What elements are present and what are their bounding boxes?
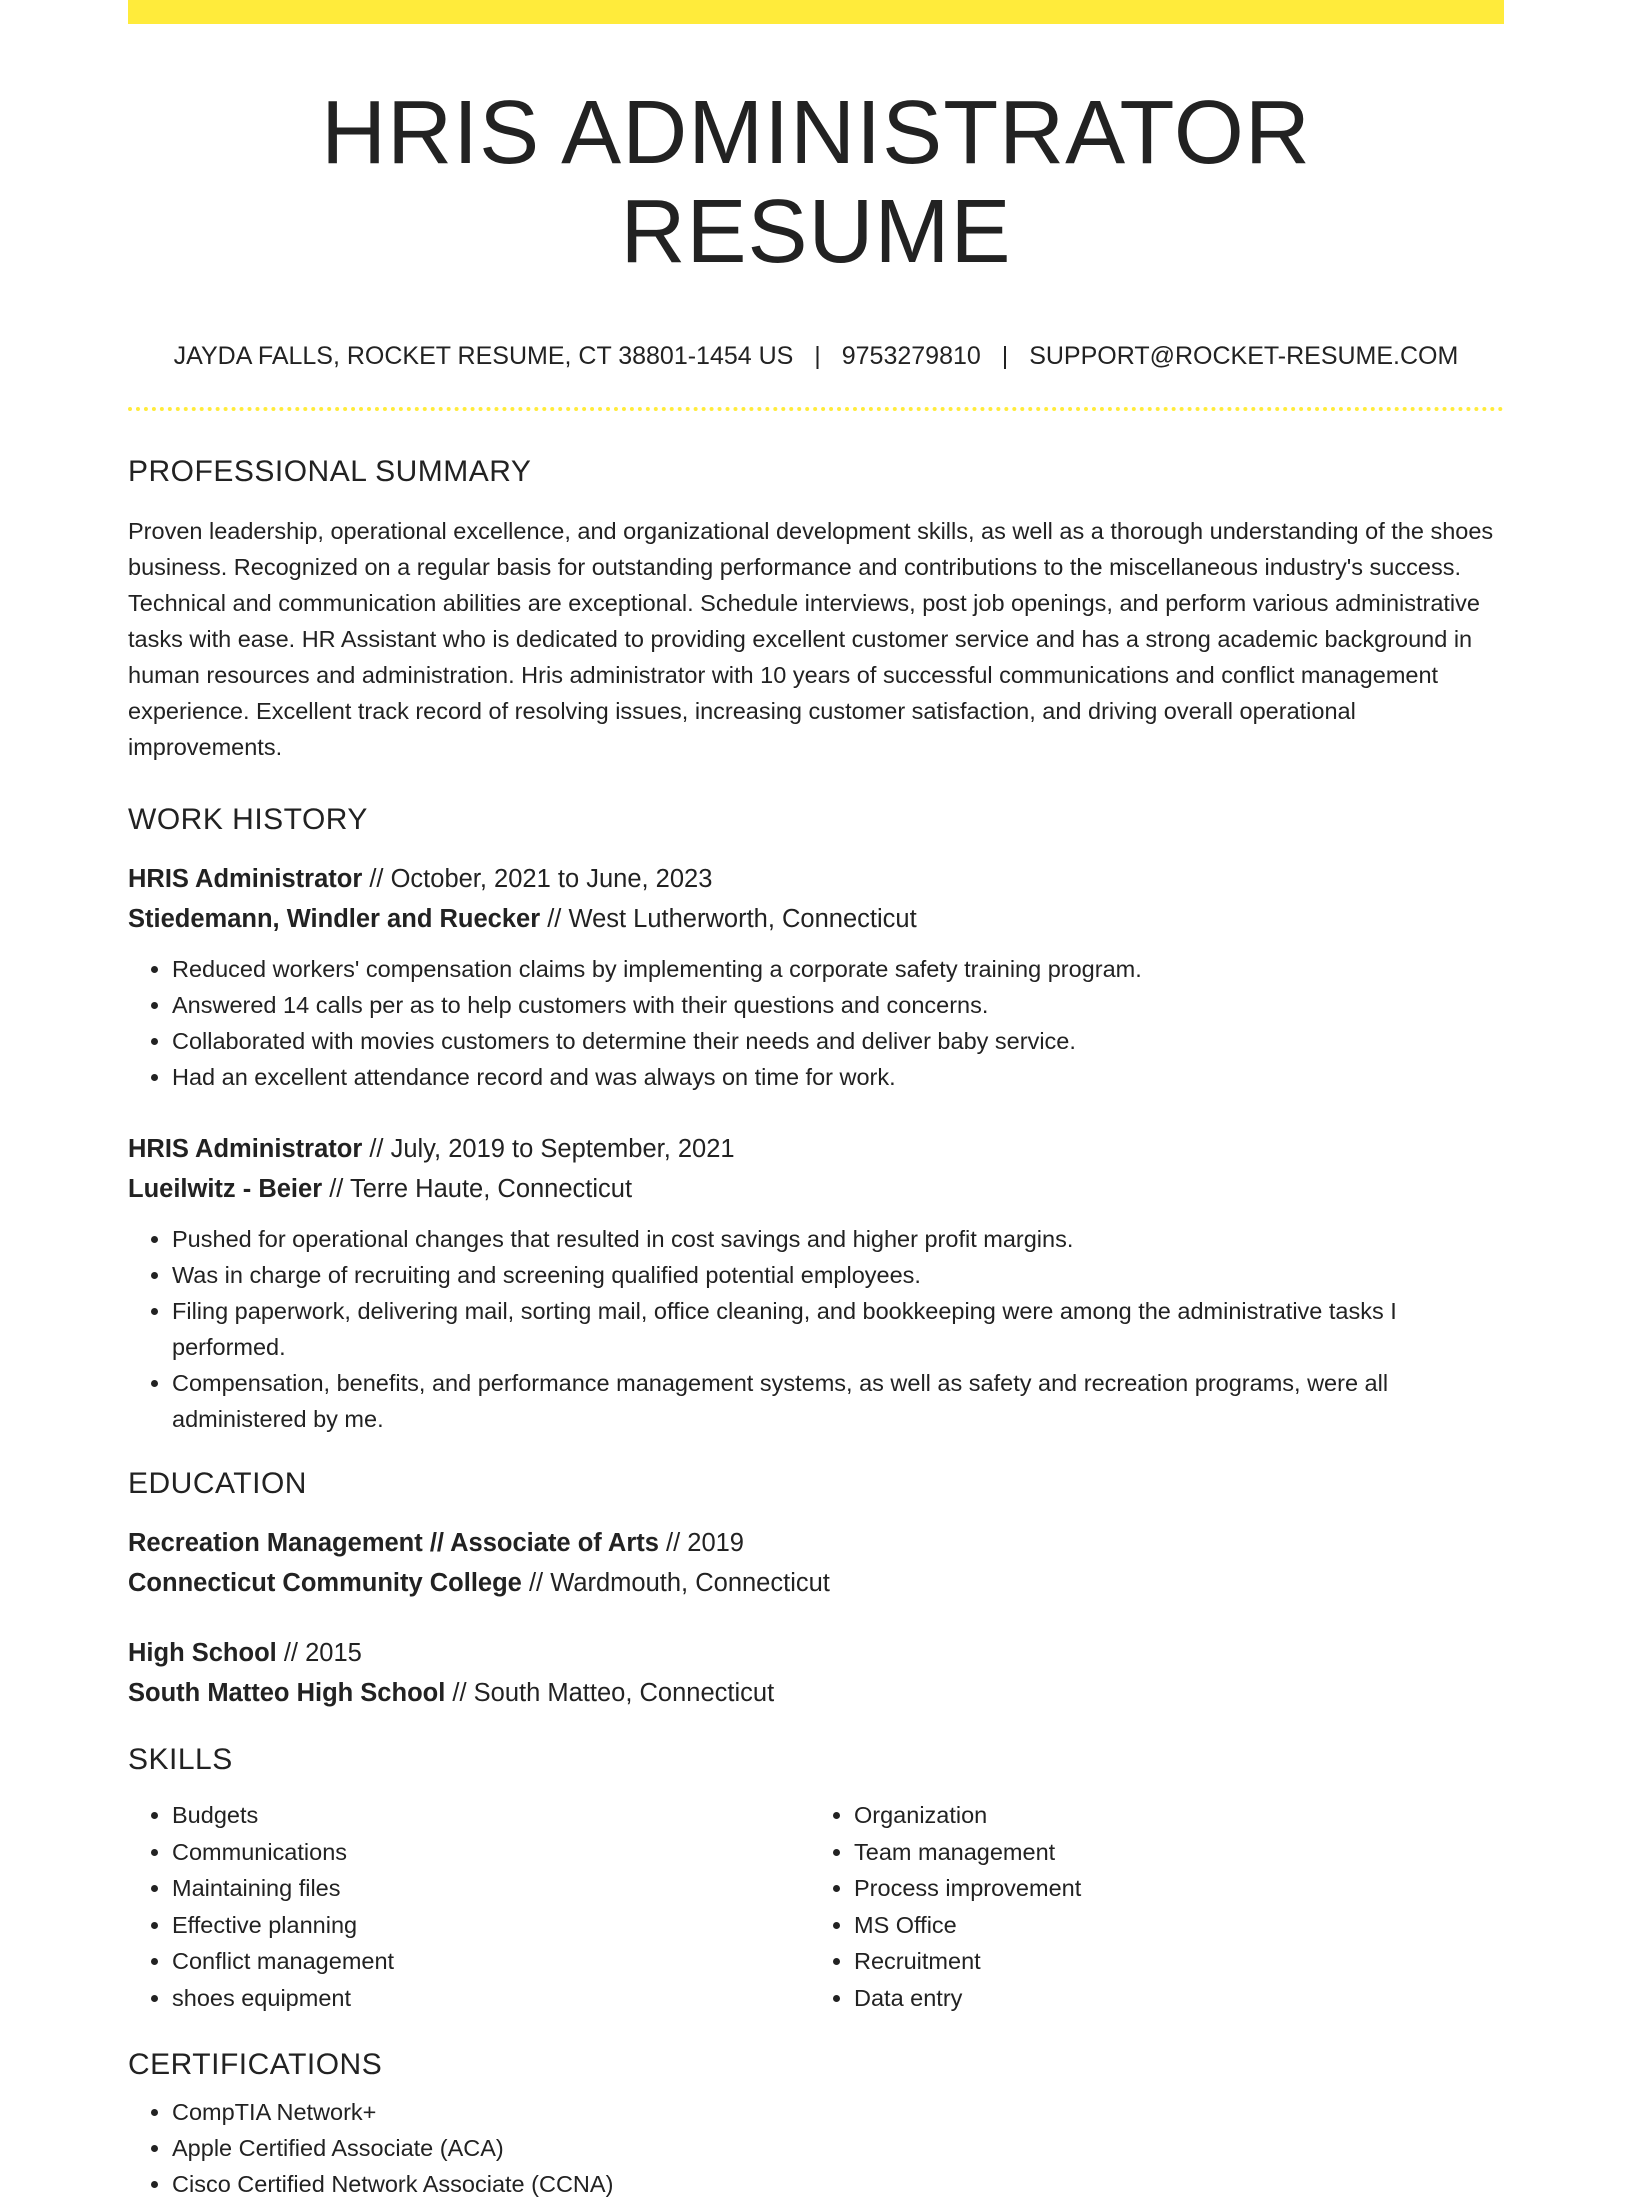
education-degree: High School	[128, 1639, 277, 1667]
list-item: • Data entry	[854, 1980, 1488, 2017]
skills-list-right	[806, 1797, 1488, 2016]
education-school-line	[128, 1563, 1504, 1603]
section-heading-education: EDUCATION	[128, 1467, 307, 1500]
education-degree-line	[128, 1523, 1504, 1563]
contact-address: JAYDA FALLS, ROCKET RESUME, CT 38801-1454 US	[173, 342, 794, 370]
job-bullets	[128, 1221, 1504, 1437]
contact-phone: 9753279810	[841, 342, 981, 370]
summary-text: Proven leadership, operational excellence, and organizational development skills, as well as a thorough understanding of the shoes business. Recognized on a regular basis for outstanding performance and contributions to the miscellaneous industry's success. Technical and communication abilities are exceptional. Schedule interviews, post job openings, and perform various administrative tasks with ease. HR Assistant who is dedicated to providing excellent customer service and has a strong academic background in human resources and administration. Hris administrator with 10 years of successful communications and conflict management experience. Excellent track record of resolving issues, increasing customer satisfaction, and driving overall operational improvements.	[128, 518, 1494, 760]
list-item: • Team management	[854, 1834, 1488, 1871]
list-item: • Apple Certified Associate (ACA)	[172, 2130, 1504, 2166]
list-item: • shoes equipment	[172, 1980, 806, 2017]
job-location: // West Lutherworth, Connecticut	[540, 905, 917, 933]
education-location: // Wardmouth, Connecticut	[521, 1569, 830, 1597]
job-location: // Terre Haute, Connecticut	[322, 1175, 633, 1203]
top-accent-bar	[128, 0, 1504, 24]
job-entry	[128, 859, 1504, 1095]
job-bullets	[128, 951, 1504, 1095]
certifications-list	[128, 2094, 1504, 2202]
dotted-divider	[128, 407, 1504, 411]
job-company-line	[128, 899, 1504, 939]
education-year: // 2015	[276, 1639, 362, 1667]
contact-separator: |	[814, 342, 821, 370]
contact-line	[128, 342, 1504, 371]
education-school-line	[128, 1673, 1504, 1713]
job-title: HRIS Administrator	[128, 1135, 363, 1163]
list-item: • Communications	[172, 1834, 806, 1871]
list-item: • Compensation, benefits, and performance management systems, as well as safety and recreation programs, were all administered by me.	[172, 1365, 1504, 1437]
list-item: • Answered 14 calls per as to help customers with their questions and concerns.	[172, 987, 1504, 1023]
job-title-line	[128, 859, 1504, 899]
list-item: • Budgets	[172, 1797, 806, 1834]
contact-email: SUPPORT@ROCKET-RESUME.COM	[1029, 342, 1459, 370]
education-location: // South Matteo, Connecticut	[445, 1679, 775, 1707]
list-item: • Process improvement	[854, 1870, 1488, 1907]
job-company: Stiedemann, Windler and Ruecker	[128, 905, 541, 933]
resume-title: HRIS ADMINISTRATOR RESUME	[321, 83, 1311, 282]
list-item: • Reduced workers' compensation claims by implementing a corporate safety training program.	[172, 951, 1504, 987]
list-item: • Maintaining files	[172, 1870, 806, 1907]
list-item: • Effective planning	[172, 1907, 806, 1944]
list-item: • Conflict management	[172, 1943, 806, 1980]
education-degree: Recreation Management // Associate of Arts	[128, 1529, 659, 1557]
education-entry	[128, 1633, 1504, 1713]
education-entry	[128, 1523, 1504, 1603]
list-item: • Pushed for operational changes that resulted in cost savings and higher profit margins.	[172, 1221, 1504, 1257]
job-dates: // October, 2021 to June, 2023	[362, 865, 713, 893]
job-title-line	[128, 1129, 1504, 1169]
skills-columns	[128, 1797, 1504, 2016]
job-entry	[128, 1129, 1504, 1437]
job-dates: // July, 2019 to September, 2021	[362, 1135, 735, 1163]
education-school: Connecticut Community College	[128, 1569, 522, 1597]
section-heading-work-history: WORK HISTORY	[128, 803, 368, 836]
job-title: HRIS Administrator	[128, 865, 363, 893]
list-item: • Recruitment	[854, 1943, 1488, 1980]
list-item: • CompTIA Network+	[172, 2094, 1504, 2130]
list-item: • Collaborated with movies customers to determine their needs and deliver baby service.	[172, 1023, 1504, 1059]
skills-list-left	[128, 1797, 806, 2016]
contact-separator: |	[1001, 342, 1009, 370]
list-item: • Filing paperwork, delivering mail, sorting mail, office cleaning, and bookkeeping were among the administrative tasks I performed.	[172, 1293, 1504, 1365]
education-year: // 2019	[658, 1529, 744, 1557]
list-item: • MS Office	[854, 1907, 1488, 1944]
education-school: South Matteo High School	[128, 1679, 446, 1707]
job-company-line	[128, 1169, 1504, 1209]
education-degree-line	[128, 1633, 1504, 1673]
section-heading-skills: SKILLS	[128, 1743, 233, 1776]
job-company: Lueilwitz - Beier	[128, 1175, 323, 1203]
list-item: • Organization	[854, 1797, 1488, 1834]
list-item: • Cisco Certified Network Associate (CCNA)	[172, 2166, 1504, 2202]
list-item: • Was in charge of recruiting and screening qualified potential employees.	[172, 1257, 1504, 1293]
section-heading-summary: PROFESSIONAL SUMMARY	[128, 455, 532, 488]
resume-page	[128, 0, 1504, 2202]
list-item: • Had an excellent attendance record and was always on time for work.	[172, 1059, 1504, 1095]
section-heading-certifications: CERTIFICATIONS	[128, 2048, 383, 2081]
